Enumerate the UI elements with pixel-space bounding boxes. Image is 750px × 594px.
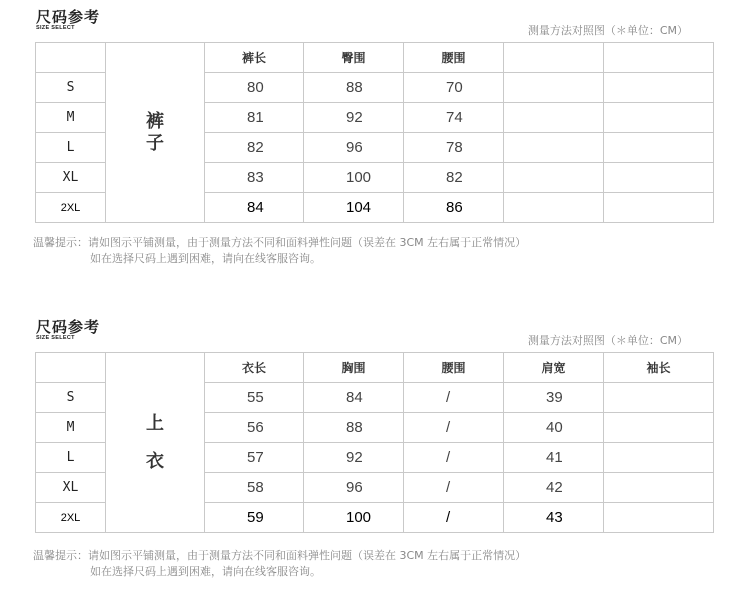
value-cell: 104 xyxy=(304,193,404,223)
category-char: 裤 xyxy=(146,110,164,132)
value-cell: 78 xyxy=(404,133,504,163)
category-cell xyxy=(106,43,205,223)
size-cell: M xyxy=(36,103,106,133)
value-cell: 80 xyxy=(205,73,304,103)
value-cell: / xyxy=(404,413,504,443)
value-cell: / xyxy=(404,503,504,533)
tip-line: 如在选择尺码上遇到困难，请向在线客服咨询。 xyxy=(90,565,321,578)
header-cell: 腰围 xyxy=(404,43,504,73)
category-char: 衣 xyxy=(146,450,164,472)
value-cell: 41 xyxy=(504,443,604,473)
value-cell xyxy=(604,163,714,193)
section-subtitle: SIZE SELECT xyxy=(36,335,75,341)
tip-note xyxy=(33,235,526,267)
value-cell xyxy=(604,473,714,503)
header-cell xyxy=(604,43,714,73)
section-subtitle: SIZE SELECT xyxy=(36,25,75,31)
size-cell: 2XL xyxy=(36,193,106,223)
section-title: 尺码参考 xyxy=(36,8,101,26)
value-cell: 56 xyxy=(205,413,304,443)
value-cell: 83 xyxy=(205,163,304,193)
value-cell: 92 xyxy=(304,103,404,133)
size-cell: S xyxy=(36,73,106,103)
value-cell xyxy=(504,133,604,163)
value-cell xyxy=(504,73,604,103)
tip-line: 温馨提示：请如图示平铺测量，由于测量方法不同和面料弹性问题（误差在 3CM 左右属于正常情况） xyxy=(33,236,527,249)
value-cell: 84 xyxy=(304,383,404,413)
category-cell xyxy=(106,353,205,533)
size-cell: S xyxy=(36,383,106,413)
value-cell xyxy=(604,383,714,413)
size-cell: M xyxy=(36,413,106,443)
header-cell: 衣长 xyxy=(205,353,304,383)
value-cell xyxy=(604,503,714,533)
pants-size-table xyxy=(35,42,714,223)
value-cell: 88 xyxy=(304,413,404,443)
value-cell xyxy=(604,413,714,443)
header-cell: 腰围 xyxy=(404,353,504,383)
section-title: 尺码参考 xyxy=(36,318,101,336)
header-cell: 肩宽 xyxy=(504,353,604,383)
size-cell: XL xyxy=(36,473,106,503)
size-cell: L xyxy=(36,133,106,163)
value-cell: 92 xyxy=(304,443,404,473)
tip-line: 如在选择尺码上遇到困难，请向在线客服咨询。 xyxy=(90,252,321,265)
value-cell: 70 xyxy=(404,73,504,103)
header-cell xyxy=(504,43,604,73)
value-cell: 84 xyxy=(205,193,304,223)
value-cell xyxy=(604,193,714,223)
header-cell: 臀围 xyxy=(304,43,404,73)
value-cell: 42 xyxy=(504,473,604,503)
value-cell xyxy=(504,163,604,193)
header-cell-size xyxy=(36,43,106,73)
value-cell: 43 xyxy=(504,503,604,533)
value-cell: 59 xyxy=(205,503,304,533)
value-cell: 100 xyxy=(304,163,404,193)
value-cell: 57 xyxy=(205,443,304,473)
value-cell: / xyxy=(404,473,504,503)
value-cell: / xyxy=(404,443,504,473)
value-cell: 39 xyxy=(504,383,604,413)
measurement-method-label: 测量方法对照图（＊单位：CM） xyxy=(527,24,688,37)
value-cell: 88 xyxy=(304,73,404,103)
size-cell: L xyxy=(36,443,106,473)
value-cell xyxy=(604,73,714,103)
value-cell xyxy=(604,103,714,133)
value-cell: 81 xyxy=(205,103,304,133)
value-cell: 58 xyxy=(205,473,304,503)
value-cell xyxy=(504,193,604,223)
value-cell: 74 xyxy=(404,103,504,133)
header-cell: 裤长 xyxy=(205,43,304,73)
table-header-row xyxy=(36,353,714,383)
header-cell-size xyxy=(36,353,106,383)
measurement-method-label: 测量方法对照图（＊单位：CM） xyxy=(527,334,688,347)
value-cell: 96 xyxy=(304,473,404,503)
value-cell: 55 xyxy=(205,383,304,413)
value-cell xyxy=(604,133,714,163)
value-cell: 86 xyxy=(404,193,504,223)
size-cell: XL xyxy=(36,163,106,193)
table-header-row xyxy=(36,43,714,73)
value-cell: 100 xyxy=(304,503,404,533)
tip-line: 温馨提示：请如图示平铺测量，由于测量方法不同和面料弹性问题（误差在 3CM 左右属于正常情况） xyxy=(33,549,527,562)
header-cell: 袖长 xyxy=(604,353,714,383)
size-cell: 2XL xyxy=(36,503,106,533)
value-cell: 96 xyxy=(304,133,404,163)
value-cell xyxy=(504,103,604,133)
category-char: 上 xyxy=(146,412,164,434)
value-cell: 82 xyxy=(404,163,504,193)
tops-size-table xyxy=(35,352,714,533)
tip-note xyxy=(33,548,526,580)
value-cell: 82 xyxy=(205,133,304,163)
value-cell: / xyxy=(404,383,504,413)
category-char: 子 xyxy=(146,132,164,154)
value-cell: 40 xyxy=(504,413,604,443)
value-cell xyxy=(604,443,714,473)
header-cell: 胸围 xyxy=(304,353,404,383)
